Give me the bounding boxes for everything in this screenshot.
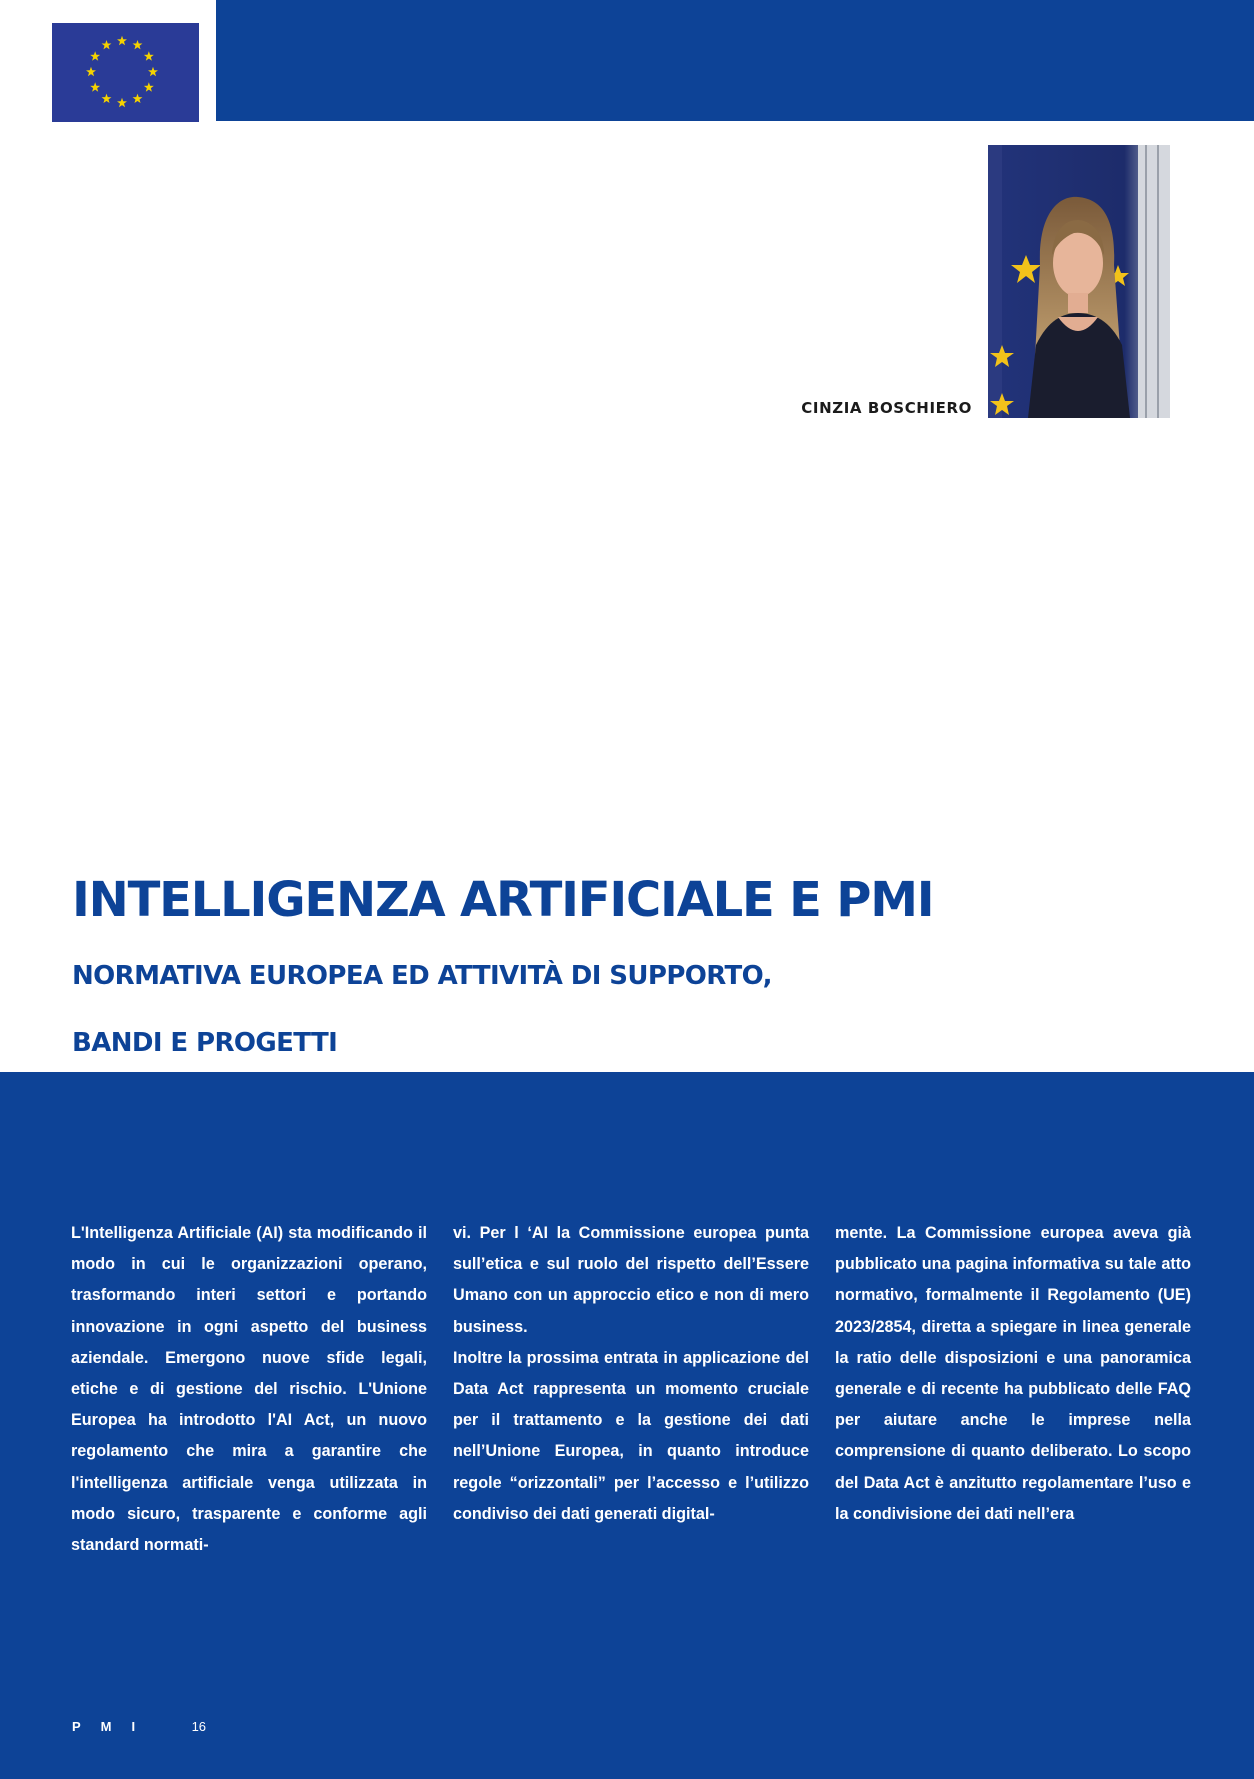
flag-star bbox=[144, 82, 154, 91]
flag-star bbox=[90, 51, 100, 60]
paragraph: vi. Per l ‘AI la Commissione europea punta sull’etica e sul ruolo del rispetto dell’Essere Umano con un approccio etico e non di mero business. bbox=[453, 1224, 809, 1336]
flag-star bbox=[117, 98, 127, 107]
flag-star bbox=[86, 67, 96, 76]
flag-star bbox=[148, 67, 158, 76]
flag-star bbox=[133, 40, 143, 49]
flag-star bbox=[117, 36, 127, 45]
article-title: INTELLIGENZA ARTIFICIALE E PMI bbox=[72, 872, 934, 928]
eu-flag-icon bbox=[52, 23, 199, 122]
page-footer bbox=[72, 1718, 206, 1736]
paragraph: mente. La Commissione europea aveva già pubblicato una pagina informativa su tale atto normativo, formalmente il Regolamento (UE) 2023/2854, diretta a spiegare in linea generale la ratio delle disposizioni e una panoramica generale e di recente ha pubblicato delle FAQ per aiutare anche le imprese nella comprensione di quanto deliberato. Lo scopo del Data Act è anzitutto regolamentare l’uso e la condivisione dei dati nell’era bbox=[835, 1224, 1191, 1523]
flag-star bbox=[102, 94, 112, 103]
page-number: 16 bbox=[191, 1719, 207, 1734]
flag-star bbox=[133, 94, 143, 103]
paragraph: L'Intelligenza Artificiale (AI) sta modificando il modo in cui le organizzazioni operano, trasformando interi settori e portando innovazione in ogni aspetto del business aziendale. Emergono nuove sfide legali, etiche e di gestione del rischio. L'Unione Europea ha introdotto l'AI Act, un nuovo regolamento che mira a garantire che l'intelligenza artificiale venga utilizzata in modo sicuro, trasparente e conforme agli standard normati- bbox=[71, 1224, 427, 1555]
paragraph: Inoltre la prossima entrata in applicazione del Data Act rappresenta un momento cruciale per il trattamento e la gestione dei dati nell’Unione Europea, in quanto introduce regole “orizzontali” per l’accesso e l’utilizzo condiviso dei dati generati digital- bbox=[453, 1348, 809, 1523]
header-bar bbox=[216, 0, 1254, 121]
author-name: CINZIA BOSCHIERO bbox=[801, 399, 972, 417]
flag-star bbox=[102, 40, 112, 49]
flag-star bbox=[90, 82, 100, 91]
text-column-1 bbox=[71, 1218, 427, 1561]
article-subtitle-line-2: BANDI E PROGETTI bbox=[72, 1028, 338, 1058]
text-column-3 bbox=[835, 1218, 1191, 1530]
author-portrait bbox=[988, 145, 1170, 418]
footer-brand: PMI bbox=[72, 1719, 156, 1734]
article-subtitle-line-1: NORMATIVA EUROPEA ED ATTIVITÀ DI SUPPORTO, bbox=[72, 961, 772, 991]
text-column-2 bbox=[453, 1218, 809, 1530]
flag-star bbox=[144, 51, 154, 60]
